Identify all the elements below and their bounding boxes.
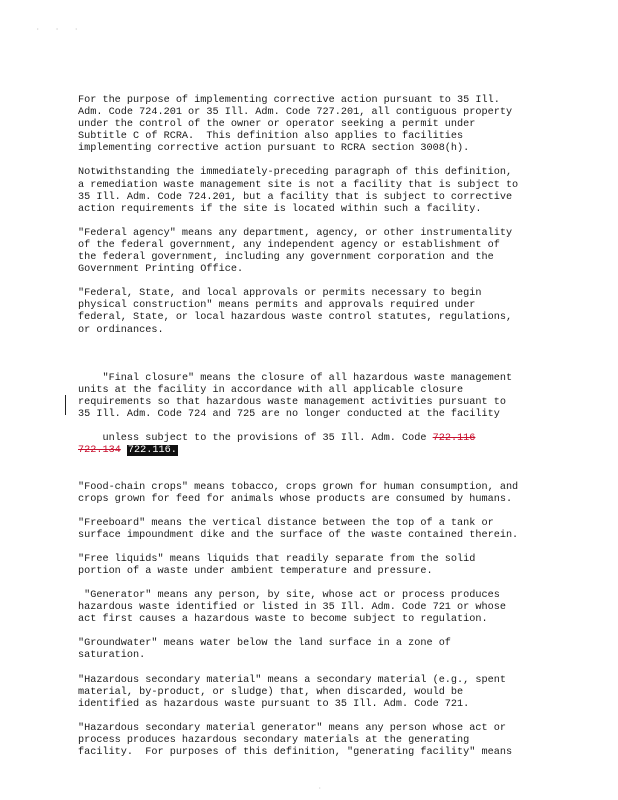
inserted-citation: 722.116. <box>127 445 177 457</box>
revision-change-bar <box>65 395 66 415</box>
scan-artifact-footer: · <box>318 785 322 792</box>
paragraph-hazardous-secondary-material: "Hazardous secondary material" means a secondary material (e.g., spent material, by-product, or sludge) that, when discarded, would be identified as hazardous waste pursuant to 35 Ill. Adm. Code 721. <box>78 674 506 710</box>
paragraph-notwithstanding: Notwithstanding the immediately-preceding paragraph of this definition, a remediation waste management site is not a facility that is subject to 35 Ill. Adm. Code 724.201, but a facility that is subject to corrective action requirements if the site is located within such a facility. <box>78 167 519 215</box>
paragraph-federal-state-local-approvals: "Federal, State, and local approvals or permits necessary to begin physical construction" means permits and approvals required under federal, State, or local hazardous waste control statutes, regulations, or ordinances. <box>78 288 513 336</box>
paragraph-hazardous-secondary-material-generator: "Hazardous secondary material generator" means any person whose act or process produces hazardous secondary materials at the generating facility. For purposes of this definition, "generating facility" means <box>78 722 513 759</box>
scan-artifact-marks: · · · <box>36 26 85 33</box>
deleted-citation-1: 722.116 <box>432 433 476 445</box>
paragraph-groundwater: "Groundwater" means water below the land surface in a zone of saturation. <box>78 638 451 662</box>
final-closure-lastline: unless subject to the provisions of 35 Ill. Adm. Code <box>102 433 433 445</box>
paragraph-federal-agency: "Federal agency" means any department, agency, or other instrumentality of the federal government, any independent agency or establishment of the federal government, including any government corporation and the Government Printing Office. <box>78 227 513 276</box>
paragraph-generator: "Generator" means any person, by site, whose act or process produces hazardous waste identified or listed in 35 Ill. Adm. Code 721 or whose act first causes a hazardous waste to become subject to regulation. <box>78 590 506 626</box>
deleted-citation-2: 722.134 <box>78 445 121 457</box>
paragraph-facility-corrective-action: For the purpose of implementing corrective action pursuant to 35 Ill. Adm. Code 724.201 or 35 Ill. Adm. Code 727.201, all contiguous property under the control of the owner or operator seeking a permit under Subtitle C of RCRA. This definition also applies to facilities implementing corrective action pursuant to RCRA section 3008(h). <box>78 95 513 155</box>
document-page <box>78 95 548 771</box>
final-closure-body: "Final closure" means the closure of all hazardous waste management units at the facility in accordance with all applicable closure requirements so that hazardous waste management activities pursuant to 35 Ill. Adm. Code 724 and 725 are no longer conducted at the facility <box>78 372 513 421</box>
paragraph-free-liquids: "Free liquids" means liquids that readily separate from the solid portion of a waste under ambient temperature and pressure. <box>78 553 476 577</box>
citation-separator <box>121 445 127 456</box>
paragraph-freeboard: "Freeboard" means the vertical distance between the top of a tank or surface impoundment dike and the surface of the waste contained therein. <box>78 517 519 541</box>
paragraph-final-closure <box>78 349 548 470</box>
paragraph-food-chain-crops: "Food-chain crops" means tobacco, crops grown for human consumption, and crops grown for feed for animals whose products are consumed by humans. <box>78 481 519 505</box>
